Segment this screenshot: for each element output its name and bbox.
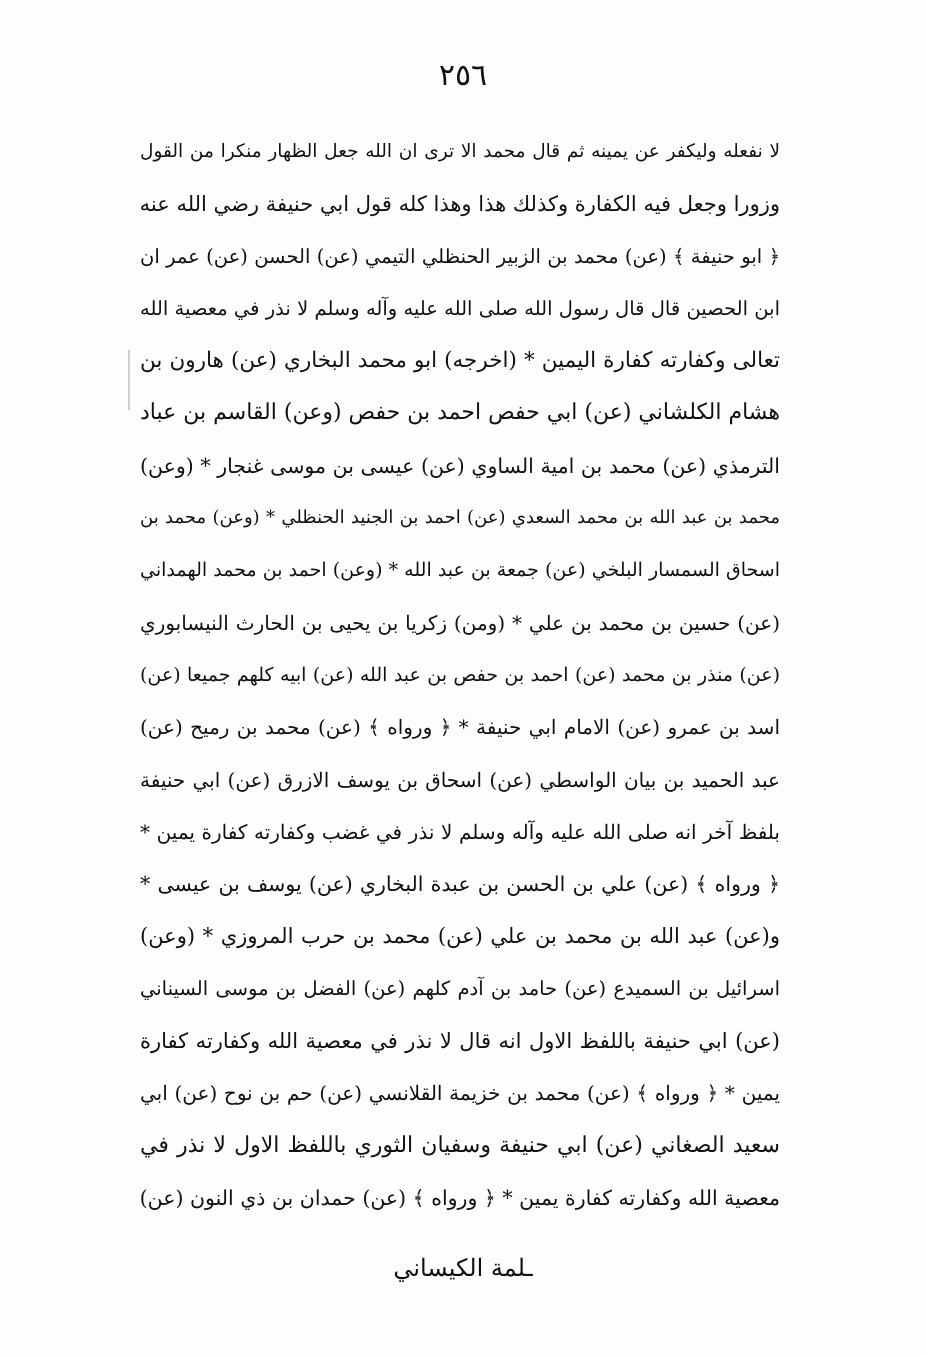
text-line: هشام الكلشاني (عن) ابي حفص احمد بن حفص (وعن) القاسم بن عباد <box>140 400 780 426</box>
text-line: معصية الله وكفارته كفارة يمين * ﴿ ورواه ﴾ (عن) حمدان بن ذي النون (عن) <box>140 1185 780 1210</box>
text-line: اسحاق السمسار البلخي (عن) جمعة بن عبد الله * (وعن) احمد بن محمد الهمداني <box>140 559 780 582</box>
page-number: ٢٥٦ <box>438 58 488 93</box>
catchword: ـلمة الكيساني <box>393 1254 533 1282</box>
text-line: الترمذي (عن) محمد بن امية الساوي (عن) عيسى بن موسى غنجار * (وعن) <box>140 453 780 478</box>
scan-margin-mark <box>128 350 130 410</box>
text-line: تعالى وكفارته كفارة اليمين * (اخرجه) ابو محمد البخاري (عن) هارون بن <box>140 348 780 374</box>
text-line: ﴿ ورواه ﴾ (عن) علي بن الحسن بن عبدة البخاري (عن) يوسف بن عيسى * <box>140 872 780 897</box>
text-line: (عن) ابي حنيفة باللفظ الاول انه قال لا نذر في معصية الله وكفارته كفارة <box>140 1029 780 1054</box>
text-line: اسرائيل بن السميدع (عن) حامد بن آدم كلهم (عن) الفضل بن موسى السيناني <box>140 976 780 1000</box>
main-text <box>140 126 780 1224</box>
text-line: يمين * ﴿ ورواه ﴾ (عن) محمد بن خزيمة القلانسي (عن) حم بن نوح (عن) ابي <box>140 1081 780 1106</box>
text-line: بلفظ آخر انه صلى الله عليه وآله وسلم لا نذر في غضب وكفارته كفارة يمين * <box>140 819 780 844</box>
text-line: و(عن) عبد الله بن محمد بن علي (عن) محمد بن حرب المروزي * (وعن) <box>140 924 780 949</box>
text-line: سعيد الصغاني (عن) ابي حنيفة وسفيان الثوري باللفظ الاول لا نذر في <box>140 1132 780 1158</box>
text-line: عبد الحميد بن بيان الواسطي (عن) اسحاق بن يوسف الازرق (عن) ابي حنيفة <box>140 767 780 792</box>
text-line: وزورا وجعل فيه الكفارة وكذلك هذا وهذا كله قول ابي حنيفة رضي الله عنه <box>140 192 780 217</box>
text-line: ﴿ ابو حنيفة ﴾ (عن) محمد بن الزبير الحنظلي التيمي (عن) الحسن (عن) عمر ان <box>140 244 780 268</box>
text-line: (عن) منذر بن محمد (عن) احمد بن حفص بن عبد الله (عن) ابيه كلهم جميعا (عن) <box>140 663 780 686</box>
text-line: ابن الحصين قال قال رسول الله صلى الله عليه وآله وسلم لا نذر في معصية الله <box>140 296 780 320</box>
text-line: (عن) حسين بن محمد بن علي * (ومن) زكريا بن يحيى بن الحارث النيسابوري <box>140 610 780 635</box>
text-line: لا نفعله وليكفر عن يمينه ثم قال محمد الا ترى ان الله جعل الظهار منكرا من القول <box>140 141 780 162</box>
text-line: اسد بن عمرو (عن) الامام ابي حنيفة * ﴿ ورواه ﴾ (عن) محمد بن رميح (عن) <box>140 715 780 740</box>
text-line: محمد بن عبد الله بن محمد السعدي (عن) احمد بن الجنيد الحنظلي * (وعن) محمد بن <box>140 507 780 529</box>
